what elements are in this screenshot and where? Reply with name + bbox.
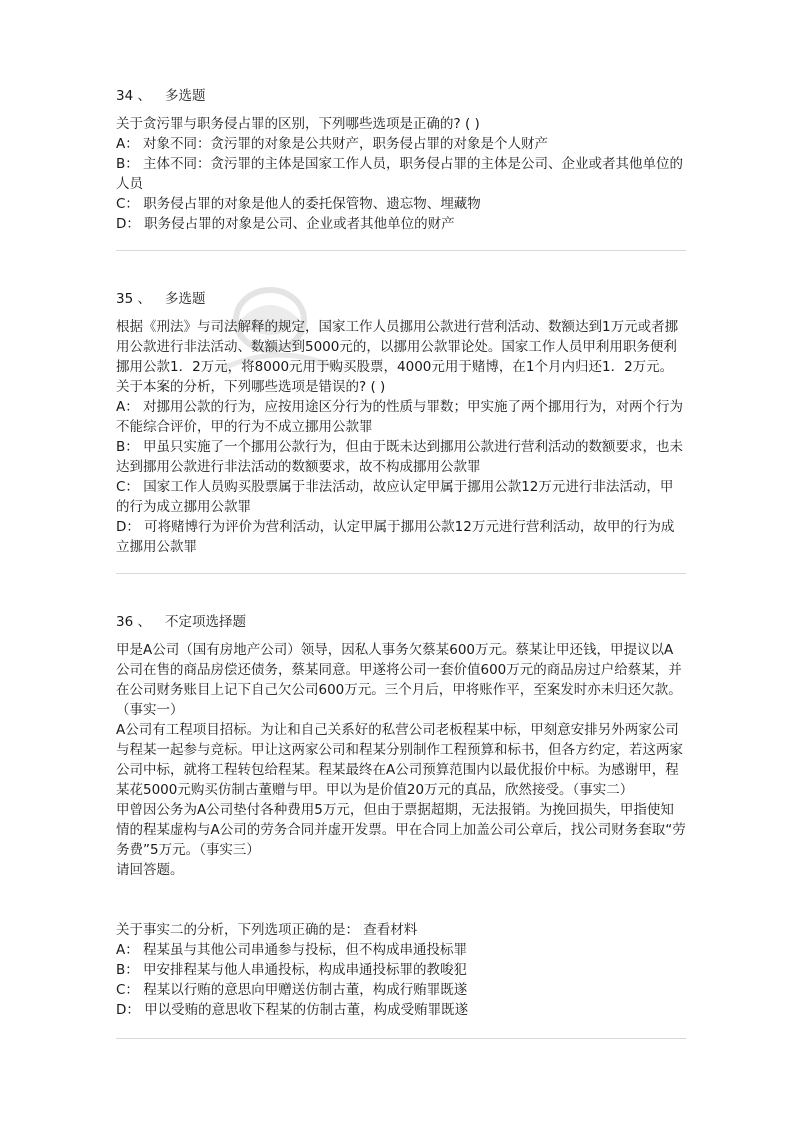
question-page (116, 86, 686, 1039)
question-header (116, 289, 686, 309)
option-c[interactable]: C： 国家工作人员购买股票属于非法活动，故应认定甲属于挪用公款12万元进行非法活动，甲的行为成立挪用公款罪 (116, 479, 674, 515)
option-d[interactable]: D： 甲以受贿的意思收下程某的仿制古董，构成受贿罪既遂 (116, 1002, 469, 1018)
question-type: 多选题 (164, 291, 206, 307)
material-instruction: 请回答题。 (116, 862, 184, 878)
question-35 (116, 289, 686, 557)
option-b[interactable]: B： 甲安排程某与他人串通投标，构成串通投标罪的教唆犯 (116, 962, 468, 978)
question-header (116, 86, 686, 106)
divider (116, 1038, 686, 1039)
question-34 (116, 86, 686, 234)
material-paragraph-2: A公司有工程项目招标。为让和自己关系好的私营公司老板程某中标，甲刻意安排另外两家公司与程某一起参与竞标。甲让这两家公司和程某分别制作工程预算和标书，但各方约定，若这两家公司中标，就将工程转包给程某。程某最终在A公司预算范围内以最优报价中标。为感谢甲，程某花5000元购买仿制古董赠与甲。甲以为是价值20万元的真品，欣然接受。（事实二） (116, 722, 683, 798)
option-c[interactable]: C： 职务侵占罪的对象是他人的委托保管物、遗忘物、埋藏物 (116, 196, 481, 212)
option-c[interactable]: C： 程某以行贿的意思向甲赠送仿制古董，构成行贿罪既遂 (116, 982, 468, 998)
sub-question (116, 920, 686, 1020)
material-paragraph-1: 甲是A公司（国有房地产公司）领导，因私人事务欠蔡某600万元。蔡某让甲还钱，甲提议以A公司在售的商品房偿还债务，蔡某同意。甲遂将公司一套价值600万元的商品房过户给蔡某，并在公司财务账目上记下自己欠公司600万元。三个月后，甲将账作平，至案发时亦未归还欠款。（事实一） (116, 642, 682, 718)
question-stem: 关于事实二的分析，下列选项正确的是： 查看材料 (116, 922, 418, 938)
option-d[interactable]: D： 可将赌博行为评价为营利活动，认定甲属于挪用公款12万元进行营利活动，故甲的行为成立挪用公款罪 (116, 519, 675, 555)
option-a[interactable]: A： 对挪用公款的行为，应按用途区分行为的性质与罪数；甲实施了两个挪用行为，对两个行为不能综合评价，甲的行为不成立挪用公款罪 (116, 399, 684, 435)
question-number: 34 、 (116, 88, 151, 104)
question-number: 36 、 (116, 614, 151, 630)
option-b[interactable]: B： 甲虽只实施了一个挪用公款行为，但由于既未达到挪用公款进行营利活动的数额要求，也未达到挪用公款进行非法活动的数额要求，故不构成挪用公款罪 (116, 439, 684, 475)
option-a[interactable]: A： 程某虽与其他公司串通参与投标，但不构成串通投标罪 (116, 942, 468, 958)
question-36 (116, 612, 686, 1020)
material-paragraph-3: 甲曾因公务为A公司垫付各种费用5万元，但由于票据超期，无法报销。为挽回损失，甲指使知情的程某虚构与A公司的劳务合同并虚开发票。甲在合同上加盖公司公章后，找公司财务套取“劳务费”5万元。（事实三） (116, 802, 686, 858)
question-stem: 关于贪污罪与职务侵占罪的区别，下列哪些选项是正确的? ( ) (116, 116, 480, 132)
question-header (116, 612, 686, 632)
question-type: 不定项选择题 (164, 614, 246, 630)
question-number: 35 、 (116, 291, 151, 307)
question-stem: 根据《刑法》与司法解释的规定，国家工作人员挪用公款进行营利活动、数额达到1万元或者挪用公款进行非法活动、数额达到5000元的，以挪用公款罪论处。国家工作人员甲利用职务便利挪用公款1．2万元，将8000元用于购买股票，4000元用于赌博，在1个月内归还1．2万元。关于本案的分析，下列哪些选项是错误的? ( ) (116, 319, 679, 395)
option-d[interactable]: D： 职务侵占罪的对象是公司、企业或者其他单位的财产 (116, 216, 455, 232)
option-b[interactable]: B： 主体不同：贪污罪的主体是国家工作人员，职务侵占罪的主体是公司、企业或者其他单位的人员 (116, 156, 684, 192)
option-a[interactable]: A： 对象不同：贪污罪的对象是公共财产，职务侵占罪的对象是个人财产 (116, 136, 549, 152)
question-type: 多选题 (164, 88, 206, 104)
